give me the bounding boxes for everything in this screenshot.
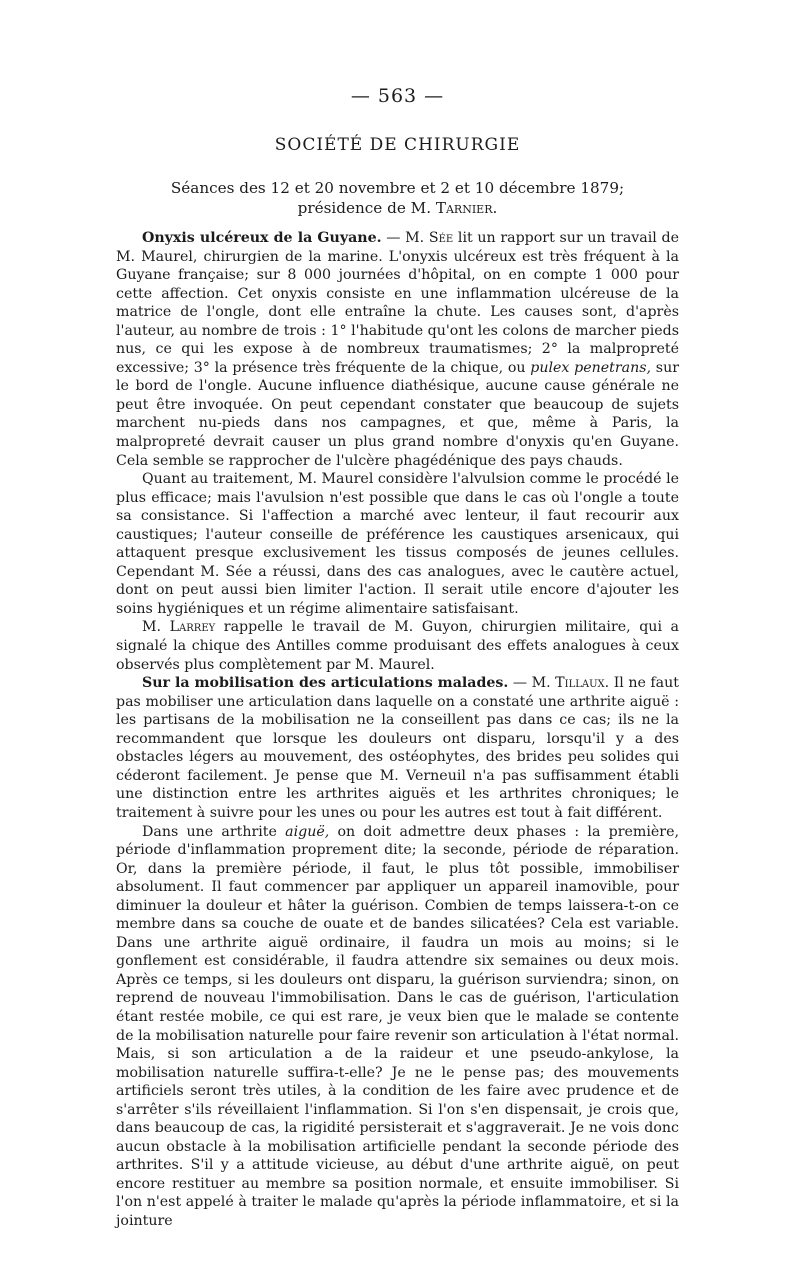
article1-paragraph2: Quant au traitement, M. Maurel considère l'alvulsion comme le procédé le plus efficace; mais l'avulsion n'est possible que dans le cas où l'ongle a toute sa consistance. Si l'affection a marché avec lenteur, il faut recourir aux caustiques; l'auteur conseille de préférence les caustiques arsenicaux, qui attaquent presque exclusivement les tissus composés de jeunes cellules. Cependant M. Sée a réussi, dans des cas analogues, avec le cautère actuel, dont on peut aussi bien limiter l'action. Il serait utile encore d'ajouter les soins hygiéniques et un régime alimentaire satisfaisant. [116,471,680,617]
article2-p2-text: Dans une arthrite [142,823,286,840]
sessions-presidency [116,198,679,218]
section-title: SOCIÉTÉ DE CHIRURGIE [274,135,521,155]
article1-p1-text2: sur le bord de l'ongle. Aucune influence diathésique, aucune cause générale ne peut être invoquée. On peut cependant constater que beaucoup de sujets marchent nu-pieds dans nos campagnes, et que, même à Paris, la malpropreté devrait causer un plus grand nombre d'onyxis qu'en Guyane. Cela semble se rapprocher de l'ulcère phagédénique des pays chauds. [116,359,680,469]
article2-paragraph1 [116,674,679,822]
article2-p2-text2: on doit admettre deux phases : la première, période d'inflammation proprement dite; la seconde, période de réparation. Or, dans la première période, il faut, le plus tôt possible, immobiliser absolument. Il faut commencer par appliquer un appareil inamovible, pour diminuer la douleur et hâter la guérison. Combien de temps laissera-t-on ce membre dans sa couche de ouate et de bandes silicatées? Cela est variable. Dans une arthrite aiguë ordinaire, il faudra un mois au moins; si le gonflement est considérable, il faudra attendre six semaines ou deux mois. Après ce temps, si les douleurs ont disparu, la guérison surviendra; sinon, on reprend de nouveau l'immobilisation. Dans le cas de guérison, l'articulation étant restée mobile, ce qui est rare, je veux bien que le malade se contente de la mobilisation naturelle pour faire revenir son articulation à l'état normal. Mais, si son articulation a de la raideur et une pseudo-ankylose, la mobilisation naturelle suffira-t-elle? Je ne le pense pas; des mouvements artificiels seront très utiles, à la condition de les faire avec prudence et de s'arrêter s'ils réveillaient l'inflammation. Si l'on s'en dispensait, je crois que, dans beaucoup de cas, la rigidité persisterait et s'aggraverait. Je ne vois donc aucun obstacle à la mobilisation artificielle pendant la seconde période des arthrites. S'il y a attitude vicieuse, au début d'une arthrite aiguë, on peut encore restituer au membre sa position normale, et ensuite immobiliser. Si l'on n'est appelé à traiter le malade qu'après la période inflammatoire, et si la jointure [116,823,679,1229]
article1-paragraph1 [116,229,679,470]
president-name: Tarnier. [435,199,498,217]
page-number: — 563 — [350,85,445,107]
presidency-prefix: présidence de M. [297,199,436,217]
article1-paragraph3 [116,618,679,674]
article1-author-intro: — M. [381,230,429,246]
article1-p3-name: Larrey [169,619,216,636]
document-page [116,84,679,1231]
article1-p3-text: rappelle le travail de M. Guyon, chirurgien militaire, qui a signalé la chique des Antilles comme produisant des effets analogues à ceux observés plus complètement par M. Maurel. [116,619,680,673]
sessions-dates: Séances des 12 et 20 novembre et 2 et 10 décembre 1879; [170,179,625,197]
article1-p1-italic: pulex penetrans, [530,359,652,376]
sessions-header [116,178,679,218]
article1-headline: Onyxis ulcéreux de la Guyane. [142,230,382,246]
article2-headline: Sur la mobilisation des articulations malades. [142,675,509,692]
article2-p1-text: Il ne faut pas mobiliser une articulation dans laquelle on a constaté une arthrite aiguë : les partisans de la mobilisation ne la conseillent pas dans ce cas; ils ne la recommandent que lorsque les douleurs ont disparu, lorsqu'il y a des obstacles légers au mouvement, des ostéophytes, des brides peu solides qui céderont facilement. Je pense que M. Verneuil n'a pas suffisamment établi une distinction entre les arthrites aiguës et les arthrites chroniques; le traitement à suivre pour les unes ou pour les autres est tout à fait différent. [116,675,679,821]
article2-author-intro: — M. [508,675,556,692]
article1-p3-prefix: M. [142,619,170,636]
article1-author: Sée [428,230,454,246]
article2-paragraph2 [116,823,679,1231]
article2-p2-italic: aiguë, [285,823,330,840]
article1-p1-text: lit un rapport sur un travail de M. Maurel, chirurgien de la marine. L'onyxis ulcéreux est très fréquent à la Guyane française; sur 8 000 journées d'hôpital, on en compte 1 000 pour cette affection. Cet onyxis consiste en une inflammation ulcéreuse de la matrice de l'ongle, dont elle entraîne la chute. Les causes sont, d'après l'auteur, au nombre de trois : 1° l'habitude qu'ont les colons de marcher pieds nus, ce qui les expose à de nombreux traumatismes; 2° la malpropreté excessive; 3° la présence très fréquente de la chique, ou [116,230,679,376]
article2-author: Tillaux. [555,675,610,692]
